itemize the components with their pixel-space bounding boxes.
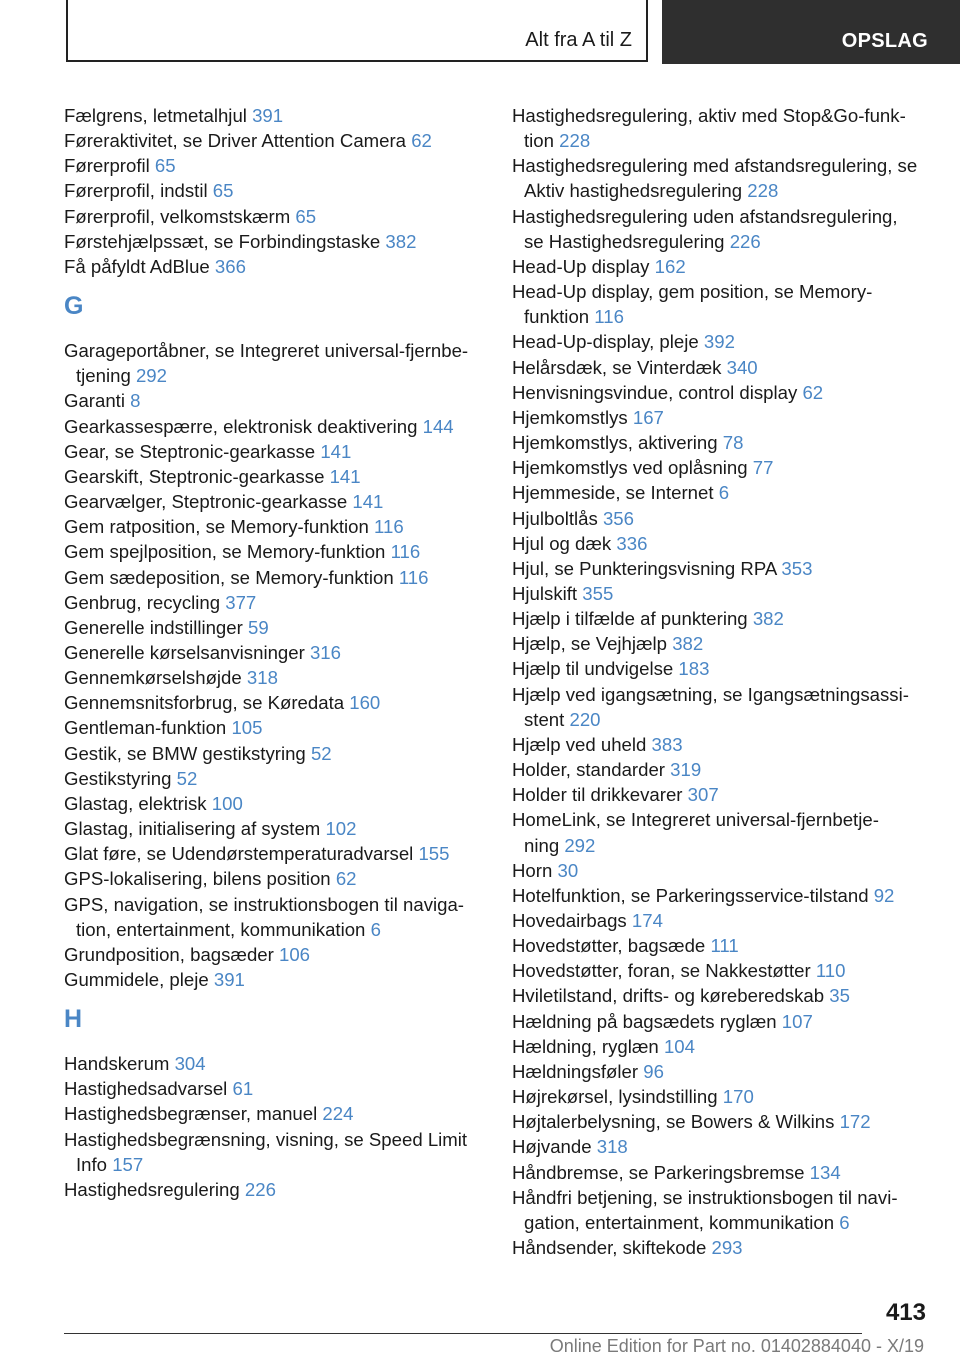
index-entry-text: Hovedairbags <box>512 910 627 931</box>
header-tab <box>662 0 960 64</box>
index-entry <box>64 892 494 942</box>
index-entry-page-link[interactable]: 292 <box>135 365 167 387</box>
index-entry-text: Glastag, initialisering af system <box>64 818 321 840</box>
header-section-box <box>66 0 648 62</box>
index-entry-page-link[interactable]: 292 <box>564 834 596 856</box>
index-entry-page-link[interactable]: 141 <box>352 491 384 513</box>
index-entry-text: Hjemkomstlys, aktivering <box>512 432 718 454</box>
index-entry-text: Generelle kørselsanvisninger <box>64 641 305 663</box>
index-entry-page-link[interactable]: 96 <box>643 1060 664 1082</box>
index-entry-text: Glat føre, se Udendørstemperaturadvarsel <box>64 843 414 865</box>
index-entry-page-link[interactable]: 100 <box>211 792 243 814</box>
footer-divider <box>64 1333 862 1334</box>
index-entry-text: Gentleman-funktion <box>64 717 227 739</box>
index-entry-text: Hotelfunktion, se Parkeringsservice-tilstand <box>512 884 869 906</box>
index-entry-page-link[interactable]: 116 <box>374 516 404 538</box>
index-entry <box>512 883 942 908</box>
index-entry-page-link[interactable]: 228 <box>747 180 779 202</box>
index-entry <box>64 514 494 539</box>
index-entry <box>512 1160 942 1185</box>
index-entry-page-link[interactable]: 107 <box>781 1010 813 1032</box>
index-entry-page-link[interactable]: 172 <box>839 1111 871 1133</box>
index-entry <box>512 153 942 203</box>
index-entry-page-link[interactable]: 174 <box>631 910 663 931</box>
index-entry-text: Fælgrens, letmetalhjul <box>64 105 247 126</box>
index-entry-page-link[interactable]: 61 <box>232 1078 254 1100</box>
index-entry <box>512 1059 942 1084</box>
index-entry <box>512 556 942 581</box>
index-entry-text: stent <box>524 708 565 730</box>
index-entry <box>64 204 494 229</box>
index-entry <box>512 682 942 732</box>
index-entry-page-link[interactable]: 382 <box>672 633 704 655</box>
index-entry-text: Head-Up display <box>512 255 650 277</box>
index-entry-page-link[interactable]: 116 <box>594 306 624 328</box>
index-entry <box>64 766 494 791</box>
index-entry-text: Gear, se Steptronic-gearkasse <box>64 440 316 462</box>
index-entry <box>512 1009 942 1034</box>
index-entry <box>512 405 942 430</box>
index-entry-page-link[interactable]: 30 <box>557 859 579 881</box>
index-entry-text: Hældningsføler <box>512 1060 639 1082</box>
index-entry-text: Head-Up-display, pleje <box>512 331 699 353</box>
index-entry <box>512 1134 942 1159</box>
index-entry <box>64 1127 494 1177</box>
index-entry <box>64 615 494 640</box>
index-entry <box>512 782 942 807</box>
index-entry-page-link[interactable]: 141 <box>320 440 352 462</box>
index-entry <box>512 656 942 681</box>
index-entry-page-link[interactable]: 160 <box>349 692 381 714</box>
index-entry <box>64 489 494 514</box>
index-entry-page-link[interactable]: 141 <box>329 465 361 487</box>
index-entry-page-link[interactable]: 377 <box>225 591 257 613</box>
index-entry <box>64 128 494 153</box>
index-entry-text: Gummidele, pleje <box>64 969 209 990</box>
index-entry-text: Hjulskift <box>512 582 578 604</box>
index-entry-page-link[interactable]: 383 <box>651 733 683 755</box>
index-entry-text: Gearskift, Steptronic-gearkasse <box>64 465 325 487</box>
index-entry <box>512 908 942 933</box>
index-entry-text: ning <box>524 834 560 856</box>
index-entry <box>64 967 494 992</box>
index-entry-text: Hjul og dæk <box>512 532 612 554</box>
index-entry <box>512 581 942 606</box>
index-entry <box>64 791 494 816</box>
index-entry-text: Hastighedsbegrænser, manuel <box>64 1103 318 1125</box>
index-entry <box>64 866 494 891</box>
index-entry <box>64 414 494 439</box>
index-entry-text: Hældning på bagsædets ryglæn <box>512 1010 777 1032</box>
index-entry-page-link[interactable]: 167 <box>632 406 664 428</box>
index-entry-text: Horn <box>512 859 553 881</box>
index-entry-page-link[interactable]: 77 <box>752 457 774 479</box>
index-entry-page-link[interactable]: 318 <box>596 1136 628 1158</box>
index-entry <box>512 380 942 405</box>
index-entry <box>64 942 494 967</box>
index-entry-page-link[interactable]: 340 <box>726 356 758 378</box>
index-entry-text: Håndbremse, se Parkeringsbremse <box>512 1161 805 1183</box>
index-entry <box>64 338 494 388</box>
index-entry-text: Håndsender, skiftekode <box>512 1237 707 1259</box>
index-entry-text: Hjælp til undvigelse <box>512 658 674 680</box>
index-entry <box>512 732 942 757</box>
index-entry-text: Førstehjælpssæt, se Forbindingstaske <box>64 230 381 252</box>
page-header <box>66 0 960 64</box>
index-entry <box>64 1051 494 1076</box>
index-entry-page-link[interactable]: 52 <box>176 767 198 789</box>
index-entry-text: Holder, standarder <box>512 759 665 781</box>
index-entry <box>512 355 942 380</box>
index-entry <box>64 229 494 254</box>
index-entry-page-link[interactable]: 366 <box>214 255 246 277</box>
index-entry-text: Hjul, se Punkteringsvisning RPA <box>512 557 777 579</box>
index-entry-page-link[interactable]: 392 <box>703 331 735 353</box>
index-entry-text: Hjælp ved igangsætning, se Igangsætningsassi- <box>512 683 909 705</box>
index-entry <box>64 690 494 715</box>
index-entry-page-link[interactable]: 226 <box>729 230 761 252</box>
index-entry <box>64 665 494 690</box>
index-entry-page-link[interactable]: 170 <box>722 1086 754 1108</box>
index-entry-text: Højvande <box>512 1136 592 1158</box>
index-entry-page-link[interactable]: 111 <box>710 935 739 957</box>
index-entry-page-link[interactable]: 62 <box>411 130 432 152</box>
index-entry <box>64 590 494 615</box>
index-entry <box>64 1177 494 1202</box>
index-entry-text: Gestik, se BMW gestikstyring <box>64 742 306 764</box>
index-entry-page-link[interactable]: 226 <box>244 1178 276 1200</box>
index-entry <box>64 388 494 413</box>
index-entry-text: Hjemkomstlys <box>512 406 628 428</box>
index-entry-text: Hjælp, se Vejhjælp <box>512 633 668 655</box>
index-entry-text: Hjælp ved uheld <box>512 733 647 755</box>
index-entry <box>512 631 942 656</box>
index-entry-page-link[interactable]: 318 <box>246 667 278 689</box>
index-entry-text: Gestikstyring <box>64 767 172 789</box>
index-entry-text: Info <box>76 1153 108 1175</box>
index-entry <box>64 153 494 178</box>
index-entry-text: Henvisningsvindue, control display <box>512 381 798 403</box>
index-entry-page-link[interactable]: 116 <box>398 566 429 588</box>
index-entry-text: tion, entertainment, kommunikation <box>76 918 366 940</box>
index-entry-text: Hviletilstand, drifts- og køreberedskab <box>512 985 825 1007</box>
index-entry-page-link[interactable]: 102 <box>325 818 357 840</box>
index-entry-text: Hastighedsregulering, aktiv med Stop&Go-funk- <box>512 105 906 126</box>
index-letter-heading: H <box>64 1005 83 1034</box>
index-entry-text: Generelle indstillinger <box>64 616 243 638</box>
index-entry-page-link[interactable]: 356 <box>602 507 634 529</box>
index-entry-text: funktion <box>524 306 590 328</box>
index-entry <box>512 254 942 279</box>
index-entry-page-link[interactable]: 162 <box>654 255 686 277</box>
index-entry <box>64 439 494 464</box>
index-entry <box>512 606 942 631</box>
index-entry <box>64 565 494 590</box>
index-entry-page-link[interactable]: 116 <box>390 541 421 563</box>
index-entry <box>512 279 942 329</box>
index-entry-text: Gearkassespærre, elektronisk deaktivering <box>64 415 418 437</box>
index-entry-text: Grundposition, bagsæder <box>64 943 274 965</box>
header-section-title: Alt fra A til Z <box>525 29 632 51</box>
index-entry-page-link[interactable]: 391 <box>252 105 284 126</box>
index-entry-text: Højrekørsel, lysindstilling <box>512 1086 718 1108</box>
index-entry-text: Førerprofil, velkomstskærm <box>64 205 291 227</box>
index-entry <box>64 816 494 841</box>
index-entry <box>512 103 942 153</box>
index-entry-page-link[interactable]: 224 <box>322 1103 354 1125</box>
index-entry-text: Hjemkomstlys ved oplåsning <box>512 457 748 479</box>
index-entry-text: Hældning, ryglæn <box>512 1035 659 1057</box>
index-entry-page-link[interactable]: 134 <box>809 1161 841 1183</box>
index-entry <box>512 430 942 455</box>
index-entry-text: Gearvælger, Steptronic-gearkasse <box>64 491 348 513</box>
index-entry-text: Førerprofil, indstil <box>64 180 208 202</box>
index-entry-page-link[interactable]: 319 <box>670 759 702 781</box>
index-entry <box>64 640 494 665</box>
index-entry <box>512 506 942 531</box>
index-entry <box>512 983 942 1008</box>
index-entry-page-link[interactable]: 52 <box>310 742 332 764</box>
index-entry-page-link[interactable]: 65 <box>295 205 317 227</box>
index-entry-page-link[interactable]: 228 <box>559 130 591 152</box>
index-entry <box>64 1101 494 1126</box>
index-entry-text: Gem sædeposition, se Memory-funktion <box>64 566 394 588</box>
index-entry-text: Hastighedsregulering med afstandsregulering, se <box>512 155 918 177</box>
index-entry-page-link[interactable]: 293 <box>711 1237 743 1259</box>
index-entry <box>512 933 942 958</box>
index-entry-text: Genbrug, recycling <box>64 591 221 613</box>
index-entry-text: Hastighedsregulering <box>64 1178 240 1200</box>
index-entry-text: Gem spejlposition, se Memory-funktion <box>64 541 386 563</box>
index-entry-page-link[interactable]: 62 <box>802 381 824 403</box>
index-entry-page-link[interactable]: 382 <box>752 608 784 630</box>
index-entry-text: GPS-lokalisering, bilens position <box>64 868 331 890</box>
index-entry-text: Førerprofil <box>64 155 150 177</box>
index-entry-text: Glastag, elektrisk <box>64 792 207 814</box>
index-entry-text: Få påfyldt AdBlue <box>64 255 210 277</box>
index-entry-text: Gennemkørselshøjde <box>64 667 242 689</box>
index-entry-page-link[interactable]: 65 <box>154 155 176 177</box>
index-entry-text: se Hastighedsregulering <box>524 230 725 252</box>
index-entry-text: Gennemsnitsforbrug, se Køredata <box>64 692 345 714</box>
index-column-right <box>512 103 942 1260</box>
index-entry-page-link[interactable]: 307 <box>687 784 719 806</box>
index-entry-text: Aktiv hastighedsregulering <box>524 180 743 202</box>
index-entry <box>64 1076 494 1101</box>
index-entry-page-link[interactable]: 106 <box>279 943 311 965</box>
index-entry <box>64 464 494 489</box>
index-entry-page-link[interactable]: 336 <box>616 532 648 554</box>
index-entry-text: Håndfri betjening, se instruktionsbogen til navi- <box>512 1186 898 1208</box>
index-entry <box>512 858 942 883</box>
index-entry <box>512 1084 942 1109</box>
index-entry-page-link[interactable]: 382 <box>385 230 417 252</box>
index-entry-text: Føreraktivitet, se Driver Attention Camera <box>64 130 407 152</box>
index-entry-text: Hastighedsbegrænsning, visning, se Speed Limit <box>64 1128 468 1150</box>
index-entry <box>512 531 942 556</box>
index-entry-page-link[interactable]: 304 <box>174 1053 206 1075</box>
index-entry-text: Hovedstøtter, bagsæde <box>512 935 706 957</box>
index-entry-text: Hjulboltlås <box>512 507 598 529</box>
index-entry <box>512 480 942 505</box>
index-entry <box>64 103 494 128</box>
index-entry <box>64 741 494 766</box>
index-entry-page-link[interactable]: 65 <box>212 180 234 202</box>
index-entry-page-link[interactable]: 104 <box>663 1035 695 1057</box>
index-column-left <box>64 103 494 1202</box>
index-entry <box>512 329 942 354</box>
index-entry <box>64 254 494 279</box>
index-entry <box>64 841 494 866</box>
index-entry <box>512 1185 942 1235</box>
index-entry-text: Højtalerbelysning, se Bowers & Wilkins <box>512 1111 835 1133</box>
index-entry <box>64 539 494 564</box>
index-entry-page-link[interactable]: 220 <box>569 708 601 730</box>
index-entry <box>512 1034 942 1059</box>
index-entry-page-link[interactable]: 6 <box>718 482 730 504</box>
page-number: 413 <box>885 1299 926 1326</box>
index-entry-page-link[interactable]: 157 <box>112 1153 144 1175</box>
index-entry-page-link[interactable]: 316 <box>309 641 341 663</box>
index-entry-text: Gem ratposition, se Memory-funktion <box>64 516 369 538</box>
index-entry <box>512 455 942 480</box>
index-entry-text: Garanti <box>64 390 125 412</box>
index-entry-text: tjening <box>76 365 131 387</box>
index-entry-page-link[interactable]: 155 <box>418 843 450 865</box>
index-entry-text: Hjælp i tilfælde af punktering <box>512 608 748 630</box>
index-entry-page-link[interactable]: 78 <box>722 432 744 454</box>
index-entry-page-link[interactable]: 8 <box>130 390 141 412</box>
index-entry-text: HomeLink, se Integreret universal-fjernbetje- <box>512 809 879 831</box>
index-entry <box>512 807 942 857</box>
index-entry-text: tion <box>524 130 554 152</box>
index-entry <box>64 715 494 740</box>
index-letter-heading: G <box>64 292 84 321</box>
index-entry <box>512 1235 942 1260</box>
index-entry-page-link[interactable]: 144 <box>422 415 454 437</box>
index-entry-page-link[interactable]: 353 <box>781 557 813 579</box>
index-entry-text: gation, entertainment, kommunikation <box>524 1211 835 1233</box>
index-entry <box>64 178 494 203</box>
index-entry-text: Holder til drikkevarer <box>512 784 683 806</box>
index-entry-text: Head-Up display, gem position, se Memory- <box>512 281 873 303</box>
header-tab-label: OPSLAG <box>841 30 928 52</box>
index-entry-page-link[interactable]: 6 <box>839 1211 850 1233</box>
index-entry-text: Hastighedsadvarsel <box>64 1078 228 1100</box>
index-entry-page-link[interactable]: 62 <box>335 868 357 890</box>
index-entry-page-link[interactable]: 6 <box>370 918 381 940</box>
index-entry-text: Hovedstøtter, foran, se Nakkestøtter <box>512 960 811 982</box>
index-entry-page-link[interactable]: 183 <box>678 658 710 680</box>
index-entry-page-link[interactable]: 355 <box>582 582 614 604</box>
index-entry-page-link[interactable]: 35 <box>829 985 850 1007</box>
index-entry-page-link[interactable]: 391 <box>213 969 245 990</box>
index-entry <box>512 757 942 782</box>
index-entry-page-link[interactable]: 59 <box>247 616 269 638</box>
index-entry-text: Hastighedsregulering uden afstandsregulering, <box>512 205 898 227</box>
index-entry-text: Helårsdæk, se Vinterdæk <box>512 356 722 378</box>
index-entry-page-link[interactable]: 110 <box>815 960 846 982</box>
index-entry-text: Garageportåbner, se Integreret universal-fjernbe- <box>64 340 469 362</box>
index-entry <box>512 204 942 254</box>
index-entry <box>512 1109 942 1134</box>
index-entry-text: Handskerum <box>64 1053 170 1075</box>
index-entry-page-link[interactable]: 92 <box>873 884 895 906</box>
index-entry-text: Hjemmeside, se Internet <box>512 482 714 504</box>
footer-edition: Online Edition for Part no. 01402884040 - X/19 <box>549 1336 924 1356</box>
index-entry-text: GPS, navigation, se instruktionsbogen til naviga- <box>64 893 464 915</box>
index-entry-page-link[interactable]: 105 <box>231 717 263 739</box>
index-entry <box>512 958 942 983</box>
